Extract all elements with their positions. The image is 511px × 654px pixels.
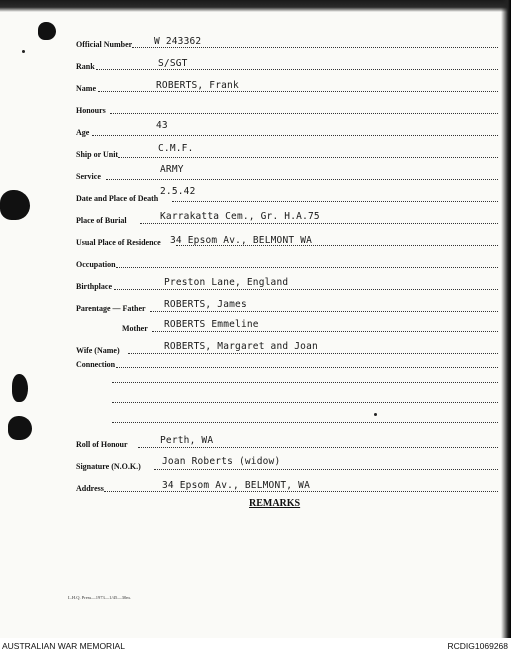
dotted-line (150, 311, 498, 312)
field-label: Official Number (76, 40, 133, 49)
field-label: Date and Place of Death (76, 194, 159, 203)
blank-line (112, 402, 498, 403)
dotted-line (140, 223, 498, 224)
dotted-line (92, 135, 498, 136)
punch-hole-icon (8, 416, 32, 440)
field-value: ROBERTS, Frank (156, 80, 239, 91)
field-value: S/SGT (158, 58, 188, 69)
field-label: Signature (N.O.K.) (76, 462, 141, 471)
scan-edge-top (0, 0, 511, 12)
field-value: 43 (156, 120, 168, 131)
field-label: Address (76, 484, 104, 493)
dotted-line (138, 447, 498, 448)
dotted-line (106, 179, 498, 180)
dotted-line (154, 469, 498, 470)
field-value: ROBERTS, James (164, 299, 247, 310)
dotted-line (132, 47, 498, 48)
field-value: Preston Lane, England (164, 277, 289, 288)
punch-hole-icon (12, 374, 28, 402)
field-value: ROBERTS, Margaret and Joan (164, 341, 318, 352)
dotted-line (104, 491, 498, 492)
field-value: 2.5.42 (160, 186, 196, 197)
punch-hole-icon (0, 190, 30, 220)
field-value: 34 Epsom Av., BELMONT WA (170, 235, 313, 246)
footer-id: RCDIG1069268 (447, 641, 508, 651)
field-label: Rank (76, 62, 95, 71)
field-value: Karrakatta Cem., Gr. H.A.75 (160, 211, 320, 222)
field-label: Honours (76, 106, 106, 115)
scan-speck (22, 50, 25, 53)
remarks-heading: REMARKS (249, 498, 301, 509)
field-value: C.M.F. (158, 143, 194, 154)
dotted-line (114, 289, 498, 290)
dotted-line (98, 91, 498, 92)
field-label: Birthplace (76, 282, 112, 291)
field-value: ROBERTS Emmeline (164, 319, 259, 330)
dotted-line (96, 69, 498, 70)
field-label: Mother (122, 324, 148, 333)
punch-hole-icon (38, 22, 56, 40)
scan-speck (374, 413, 377, 416)
field-value: Joan Roberts (widow) (162, 456, 281, 467)
scan-edge-right (501, 0, 511, 638)
dotted-line (128, 353, 498, 354)
field-label: Usual Place of Residence (76, 238, 161, 247)
field-label: Connection (76, 360, 116, 369)
field-value: Perth, WA (160, 435, 214, 446)
dotted-line (116, 367, 498, 368)
footer-source: AUSTRALIAN WAR MEMORIAL (2, 641, 125, 651)
field-label: Name (76, 84, 96, 93)
blank-line (112, 382, 498, 383)
field-label: Service (76, 172, 101, 181)
dotted-line (110, 113, 498, 114)
field-label: Age (76, 128, 90, 137)
dotted-line (152, 331, 498, 332)
dotted-line (172, 201, 498, 202)
field-value: W 243362 (154, 36, 202, 47)
field-label: Place of Burial (76, 216, 127, 225)
field-label: Wife (Name) (76, 346, 120, 355)
field-label: Parentage — Father (76, 304, 146, 313)
field-label: Ship or Unit (76, 150, 119, 159)
printer-footnote: L.H.Q. Press—1973—1/45—30m. (68, 595, 131, 600)
field-value: ARMY (160, 164, 184, 175)
blank-line (112, 422, 498, 423)
field-value: 34 Epsom Av., BELMONT, WA (162, 480, 310, 491)
field-label: Occupation (76, 260, 116, 269)
dotted-line (116, 267, 498, 268)
field-label: Roll of Honour (76, 440, 128, 449)
dotted-line (118, 157, 498, 158)
archive-footer (0, 638, 511, 654)
